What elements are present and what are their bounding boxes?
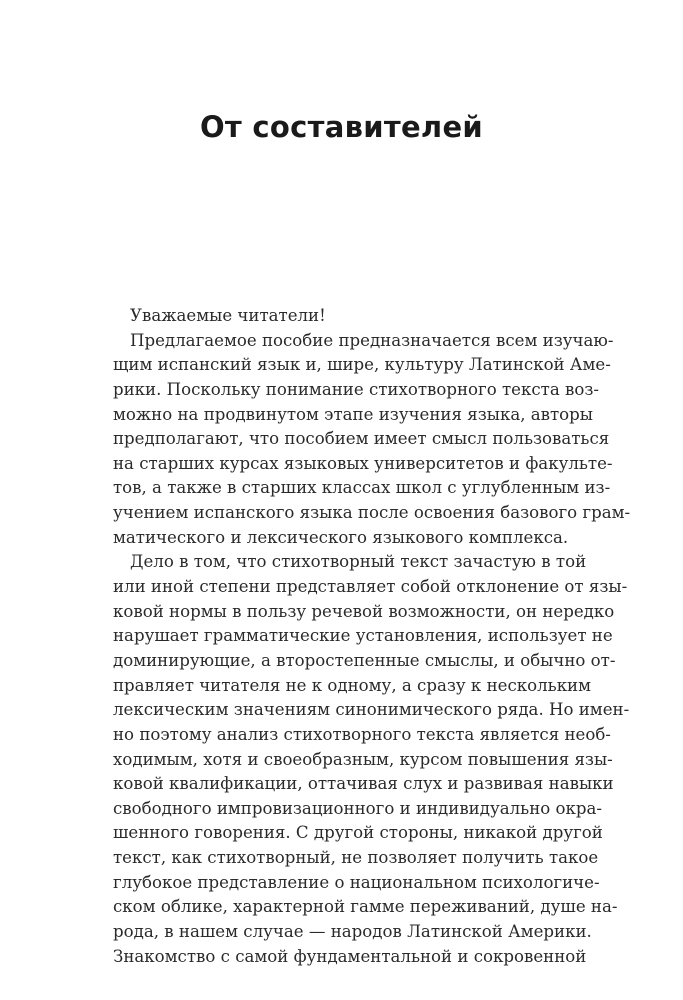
text-line: матического и лексического языкового комплекса. (113, 527, 569, 547)
text-line: можно на продвинутом этапе изучения языка, авторы (113, 404, 594, 424)
text-line: шенного говорения. С другой стороны, никакой другой (113, 823, 603, 843)
text-line: правляет читателя не к одному, а сразу к нескольким (113, 675, 592, 695)
text-line: предполагают, что пособием имеет смысл пользоваться (113, 429, 610, 449)
text-line: текст, как стихотворный, не позволяет получить такое (113, 848, 599, 868)
text-line: Уважаемые читатели! (130, 306, 326, 325)
text-line: Знакомство с самой фундаментальной и сокровенной (113, 946, 587, 966)
text-line: лексическим значениям синонимического ряда. Но имен- (113, 700, 630, 720)
text-line: ковой квалификации, оттачивая слух и развивая навыки (113, 774, 614, 794)
text-line: Дело в том, что стихотворный текст зачастую в той (130, 552, 587, 572)
text-line: но поэтому анализ стихотворного текста является необ- (113, 724, 611, 744)
body-text (113, 304, 631, 969)
text-line: ходимым, хотя и своеобразным, курсом повышения язы- (113, 749, 613, 769)
text-line: тов, а также в старших классах школ с углубленным из- (113, 478, 611, 498)
text-line: доминирующие, а второстепенные смыслы, и обычно от- (113, 650, 616, 670)
text-line: щим испанский язык и, шире, культуру Латинской Аме- (113, 355, 611, 375)
text-line: глубокое представление о национальном психологиче- (113, 872, 600, 892)
text-line: ском облике, характерной гамме переживаний, душе на- (113, 897, 618, 917)
text-line: свободного импровизационного и индивидуально окра- (113, 798, 602, 818)
text-line: или иной степени представляет собой отклонение от язы- (113, 577, 628, 597)
text-line: ковой нормы в пользу речевой возможности, он нередко (113, 601, 615, 621)
text-line: учением испанского языка после освоения базового грам- (113, 503, 631, 523)
page-title: От составителей (199, 110, 484, 144)
text-line: рики. Поскольку понимание стихотворного текста воз- (113, 379, 599, 399)
text-line: на старших курсах языковых университетов и факульте- (113, 453, 613, 473)
text-line: рода, в нашем случае — народов Латинской Америки. (113, 922, 592, 942)
text-line: Предлагаемое пособие предназначается всем изучаю- (130, 330, 614, 350)
text-line: нарушает грамматические установления, использует не (113, 626, 613, 646)
